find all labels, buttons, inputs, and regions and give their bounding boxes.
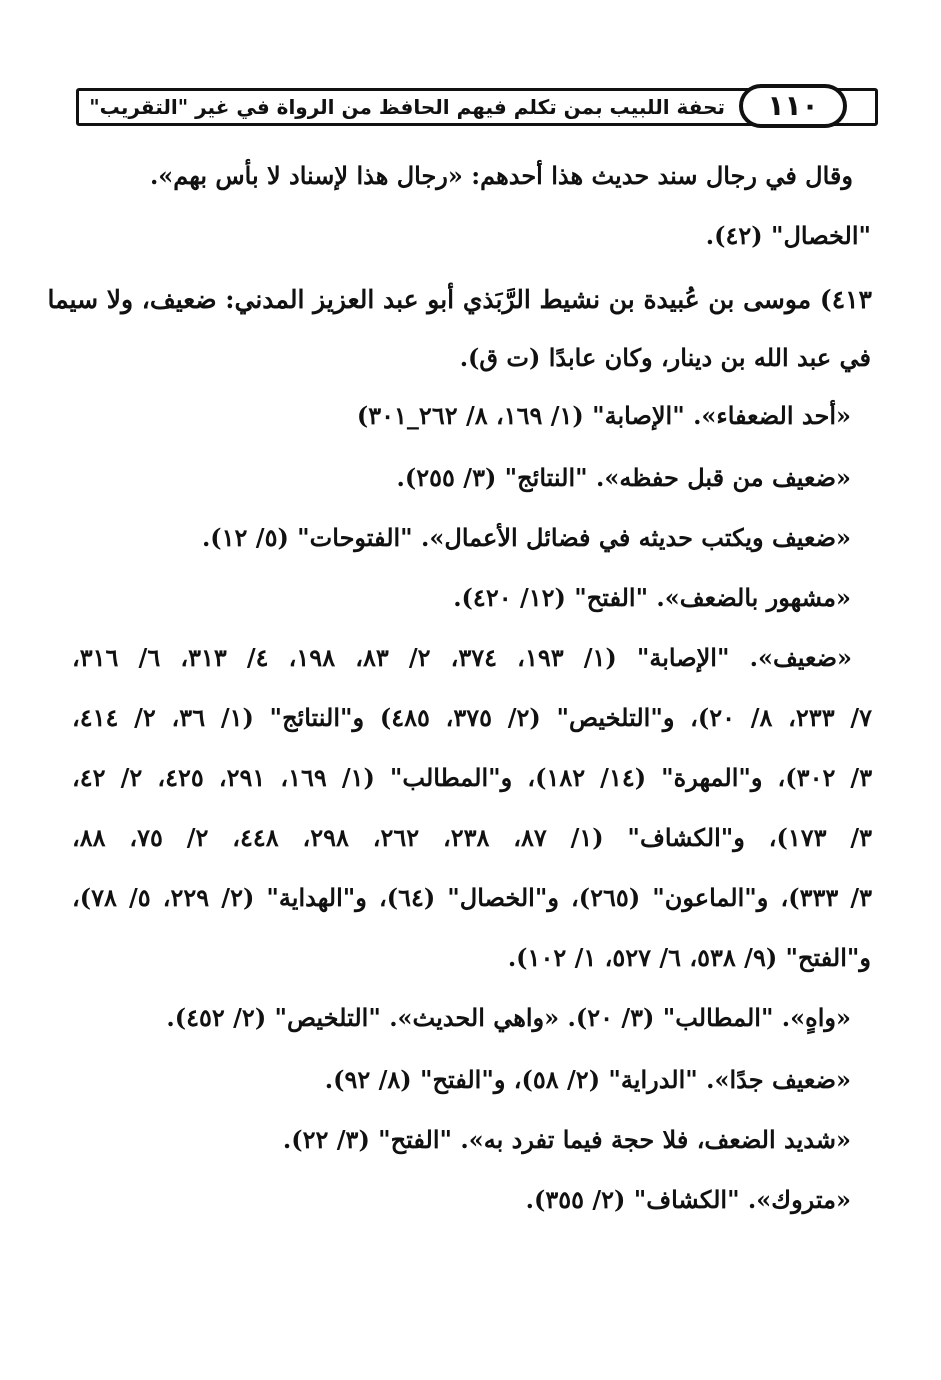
text-line: و"الفتح" (٩/ ٥٣٨، ٦/ ٥٢٧، ١/ ١٠٢). xyxy=(507,943,871,972)
text-line: في عبد الله بن دينار، وكان عابدًا (ت ق). xyxy=(459,343,871,372)
text-line: "الخصال" (٤٢). xyxy=(705,221,871,250)
text-line: ٧/ ٢٣٣، ٨/ ٢٠)، و"التلخيص" (٢/ ٣٧٥، ٤٨٥) و"النتائج" (١/ ٣٦، ٢/ ٤١٤، xyxy=(72,703,872,732)
text-line: ٣/ ٣٠٢)، و"المهرة" (١٤/ ١٨٢)، و"المطالب" (١/ ١٦٩، ٢٩١، ٤٢٥، ٢/ ٤٢، xyxy=(72,763,873,792)
quote-line: «متروك». "الكشاف" (٢/ ٣٥٥). xyxy=(525,1185,851,1214)
quote-line: «ضعيف جدًا». "الدراية" (٢/ ٥٨)، و"الفتح" (٨/ ٩٢). xyxy=(324,1065,851,1094)
quote-line: «واهٍ». "المطالب" (٣/ ٢٠). «واهي الحديث». "التلخيص" (٢/ ٤٥٢). xyxy=(166,1003,851,1032)
page-number: ١١٠ xyxy=(739,84,847,128)
quote-line: «ضعيف من قبل حفظه». "النتائج" (٣/ ٢٥٥). xyxy=(396,463,851,492)
text-line: ٣/ ٣٣٣)، و"الماعون" (٢٦٥)، و"الخصال" (٦٤)، و"الهداية" (٢/ ٢٢٩، ٥/ ٧٨)، xyxy=(72,883,873,912)
quote-line: «أحد الضعفاء». "الإصابة" (١/ ١٦٩، ٨/ ٢٦٢_٣٠١) xyxy=(356,401,851,430)
running-title: تحفة اللبيب بمن تكلم فيهم الحافظ من الرواة في غير "التقريب" xyxy=(89,95,725,119)
text-line: وقال في رجال سند حديث هذا أحدهم: «رجال هذا لإسناد لا بأس بهم». xyxy=(149,161,853,190)
text-line: ٣/ ١٧٣)، و"الكشاف" (١/ ٨٧، ٢٣٨، ٢٦٢، ٢٩٨، ٤٤٨، ٢/ ٧٥، ٨٨، xyxy=(72,823,872,852)
quote-line: «ضعيف ويكتب حديثه في فضائل الأعمال». "الفتوحات" (٥/ ١٢). xyxy=(201,523,851,552)
page-header xyxy=(76,88,878,126)
entry-heading: ٤١٣) موسى بن عُبيدة بن نشيط الرَّبَذي أبو عبد العزيز المدني: ضعيف، ولا سيما xyxy=(47,285,872,314)
quote-line: «ضعيف». "الإصابة" (١/ ١٩٣، ٣٧٤، ٢/ ٨٣، ١٩٨، ٤/ ٣١٣، ٦/ ٣١٦، xyxy=(72,643,852,672)
quote-line: «شديد الضعف، فلا حجة فيما تفرد به». "الفتح" (٣/ ٢٢). xyxy=(282,1125,851,1154)
quote-line: «مشهور بالضعف». "الفتح" (١٢/ ٤٢٠). xyxy=(453,583,851,612)
